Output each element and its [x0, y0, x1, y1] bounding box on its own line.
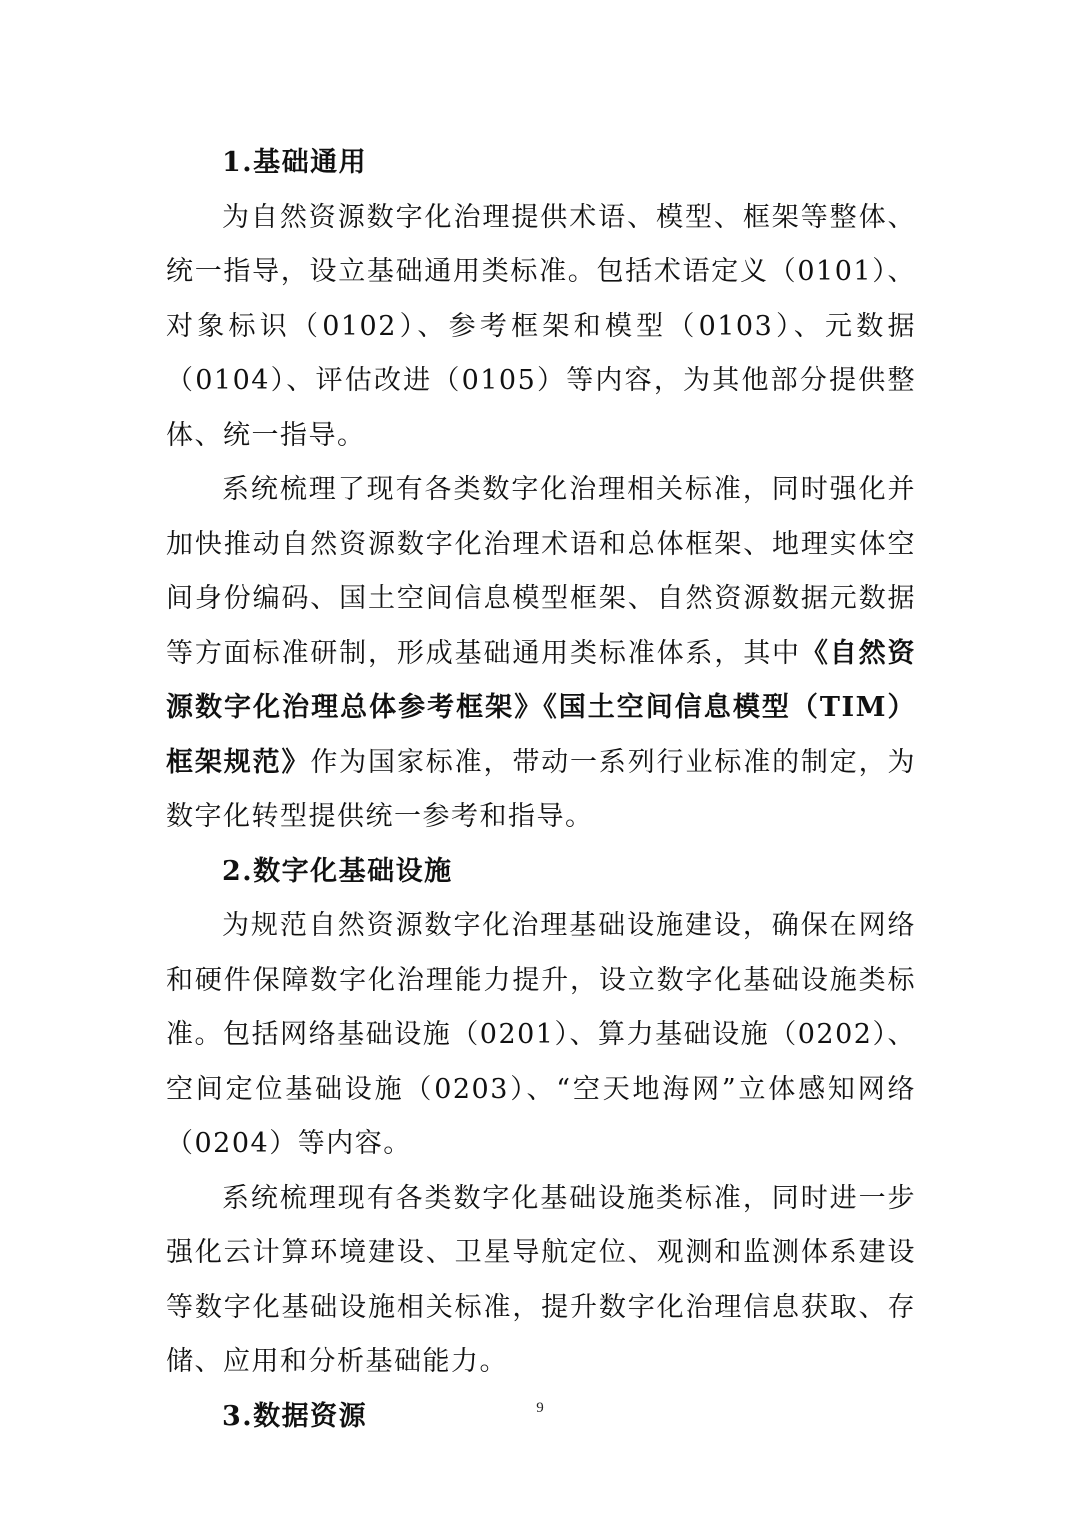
- section-2-paragraph-1: 为规范自然资源数字化治理基础设施建设，确保在网络和硬件保障数字化治理能力提升，设立数字化基础设施类标准。包括网络基础设施（0201）、算力基础设施（0202）、空间定位基础设施（0203）、“空天地海网”立体感知网络（0204）等内容。: [166, 910, 916, 1159]
- section-2-paragraph-2: 系统梳理现有各类数字化基础设施类标准，同时进一步强化云计算环境建设、卫星导航定位、观测和监测体系建设等数字化基础设施相关标准，提升数字化治理信息获取、存储、应用和分析基础能力。: [166, 1182, 916, 1377]
- section-1-paragraph-1: 为自然资源数字化治理提供术语、模型、框架等整体、统一指导，设立基础通用类标准。包括术语定义（0101）、对象标识（0102）、参考框架和模型（0103）、元数据（0104）、评估改进（0105）等内容，为其他部分提供整体、统一指导。: [166, 201, 916, 451]
- section-3-heading: 3.数据资源: [222, 1400, 368, 1432]
- section-2-heading: 2.数字化基础设施: [222, 855, 453, 887]
- standard-titles-bold: 《自然资源数字化治理总体参考框架》《国土空间信息模型（TIM）框架规范》: [166, 637, 917, 778]
- page-number: 9: [536, 1400, 544, 1416]
- section-1-heading: 1.基础通用: [222, 147, 368, 178]
- section-1-paragraph-2: [166, 463, 916, 845]
- section-1-paragraph-2-start: 系统梳理了现有各类数字化治理相关标准，同时强化并加快推动自然资源数字化治理术语和总体框架、地理实体空间身份编码、国土空间信息模型框架、自然资源数据元数据等方面标准研制，形成基础通用类标准体系，其中: [166, 474, 916, 669]
- page-content: [166, 136, 916, 1444]
- section-1-paragraph-2-end: 作为国家标准，带动一系列行业标准的制定，为数字化转型提供统一参考和指导。: [166, 746, 917, 832]
